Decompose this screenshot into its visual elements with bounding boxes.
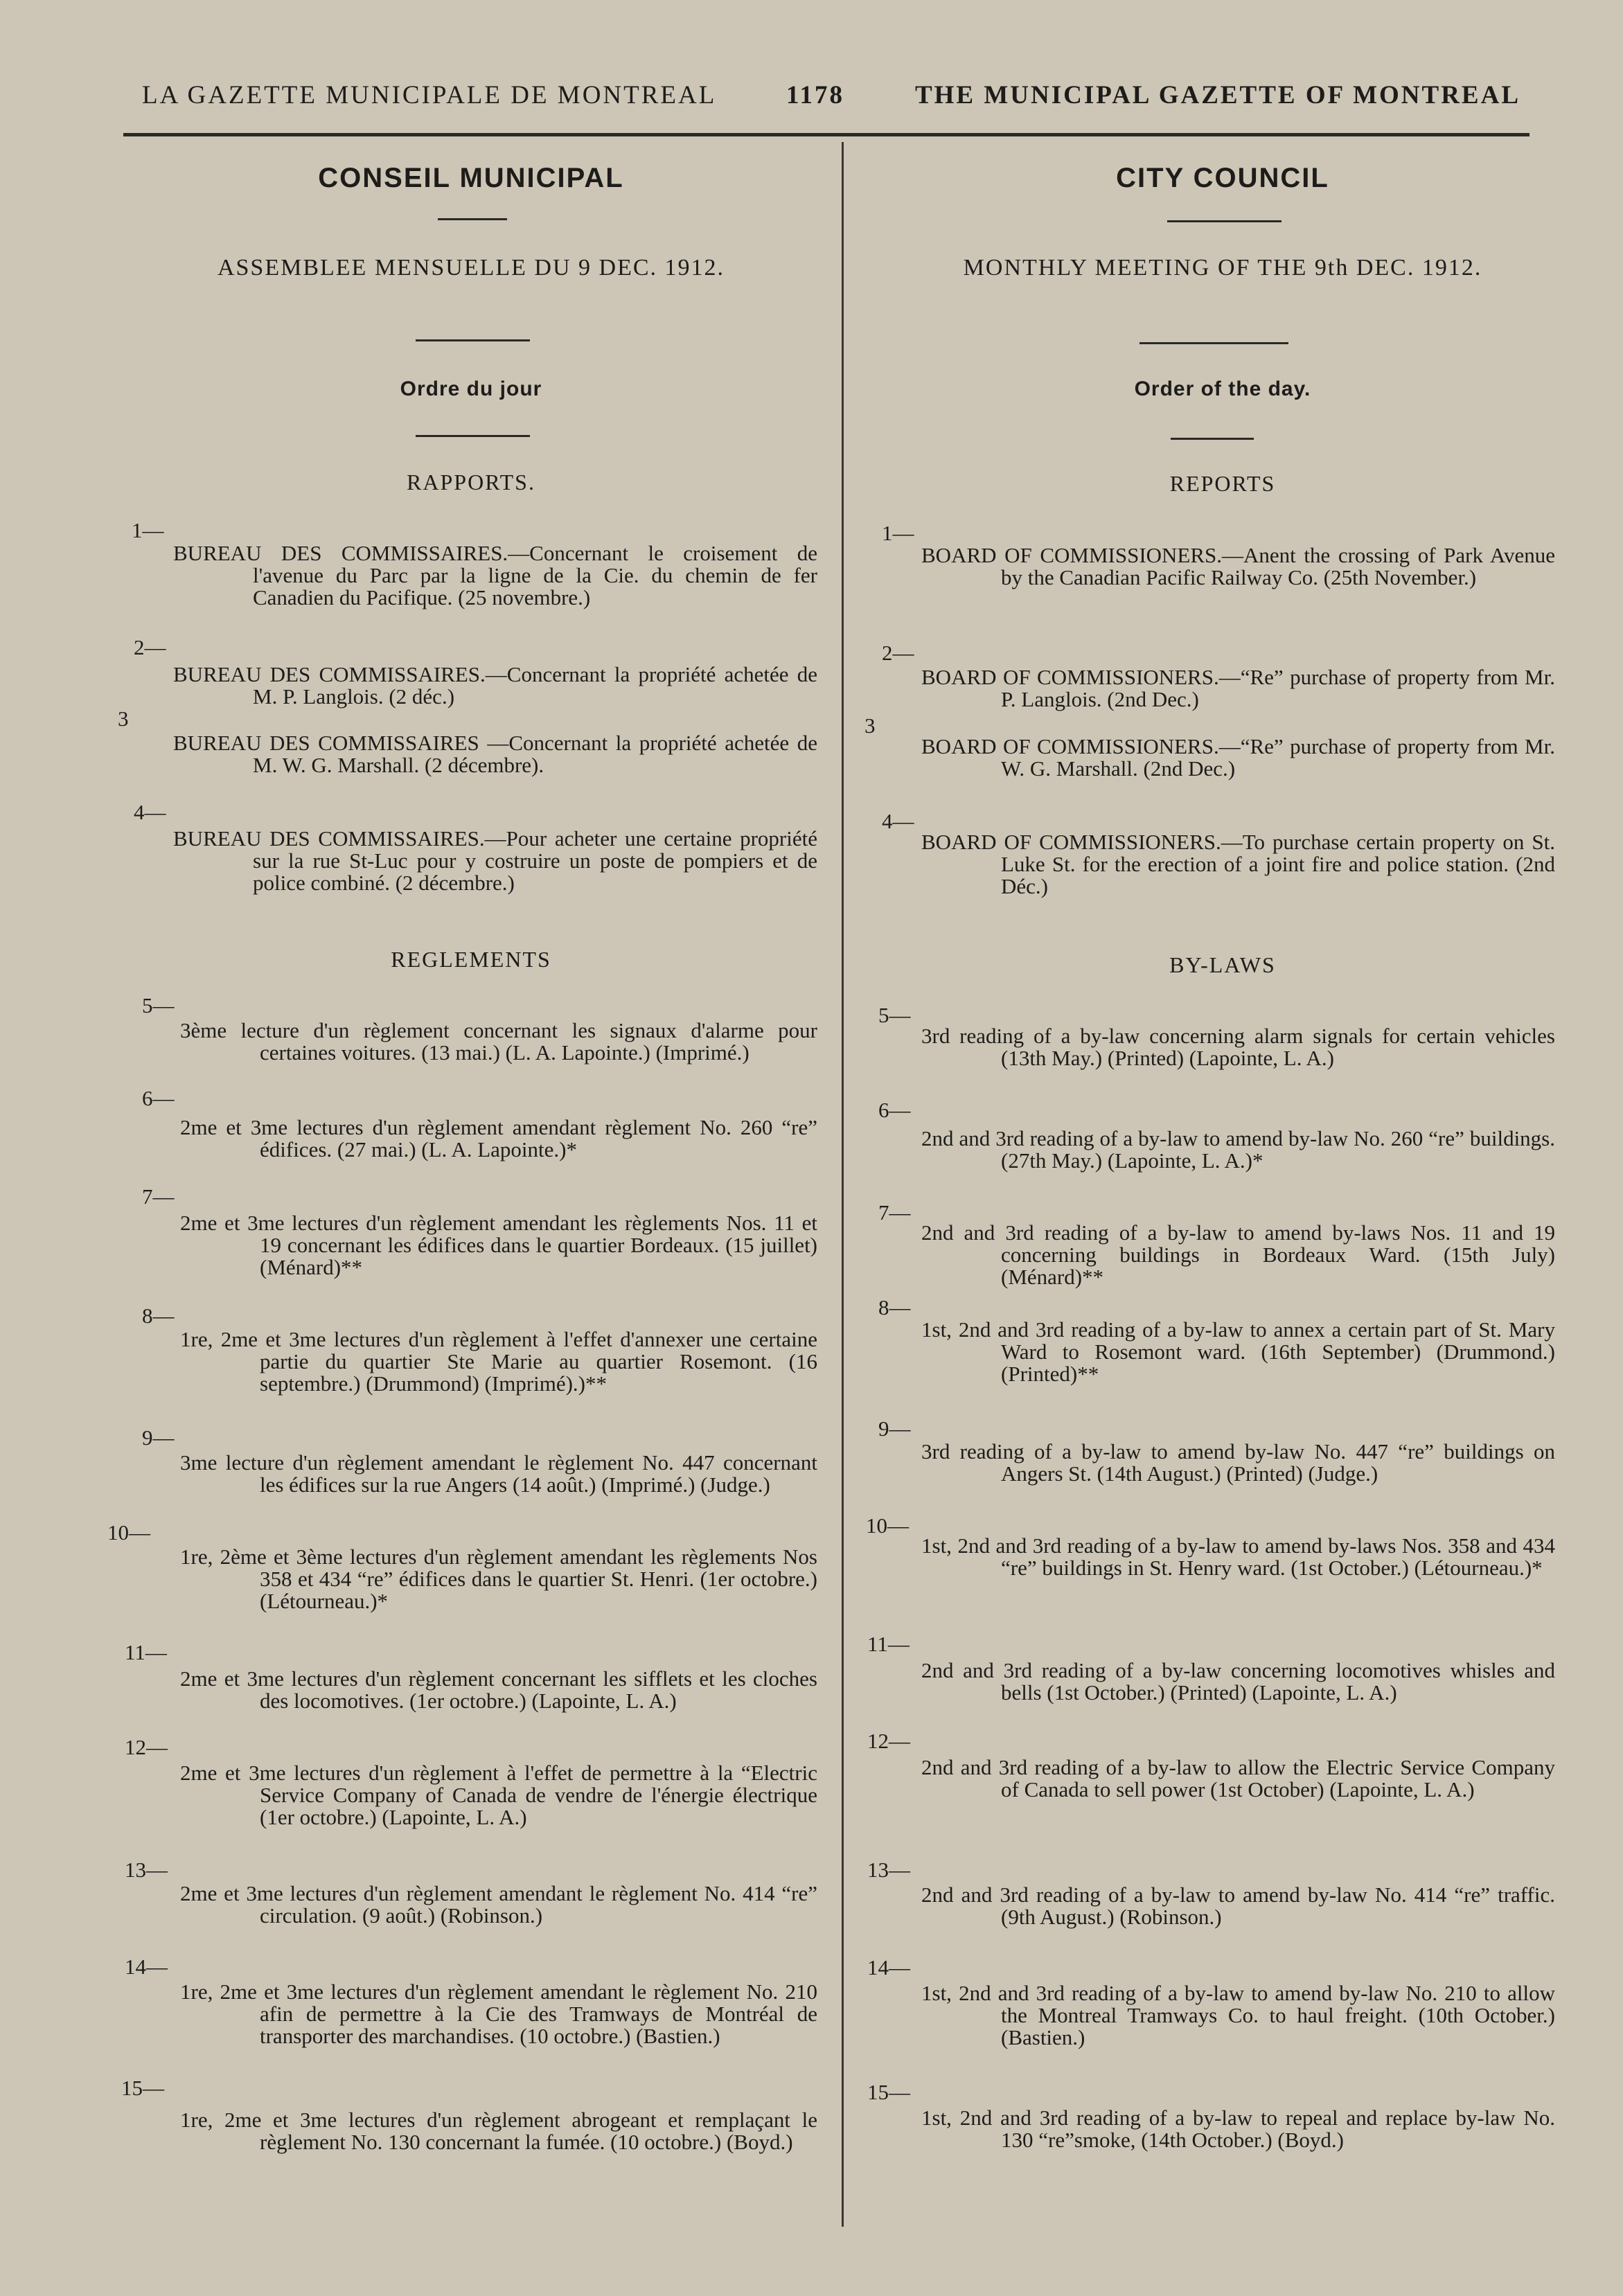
fr-item-text <box>180 1018 817 1065</box>
en-divider <box>1171 438 1254 440</box>
fr-item-number: 7— <box>142 1184 175 1209</box>
fr-item-2-text: BUREAU DES COMMISSAIRES.—Concernant la propriété achetée de M. P. Langlois. (2 déc.) <box>173 662 817 709</box>
fr-item-11-text: 2me et 3me lectures d'un règlement concernant les sifflets et les cloches des locomotives. (1er octobre.) (Lapointe, L. A.) <box>180 1666 817 1713</box>
fr-item-14-text: 1re, 2me et 3me lectures d'un règlement amendant le règlement No. 210 afin de permettre à la Cie des Tramways de Montréal de transporter des marchandises. (10 octobre.) (Bastien.) <box>180 1979 817 2048</box>
en-item-text <box>921 665 1555 711</box>
fr-item-number: 8— <box>142 1303 175 1328</box>
fr-item-9-text: 3me lecture d'un règlement amendant le règlement No. 447 concernant les édifices sur la rue Angers (14 août.) (Imprimé.) (Judge.) <box>180 1450 817 1497</box>
fr-item-3-text: BUREAU DES COMMISSAIRES —Concernant la propriété achetée de M. W. G. Marshall. (2 décembre). <box>173 731 817 777</box>
header-english-title: THE MUNICIPAL GAZETTE OF MONTREAL <box>914 81 1520 109</box>
fr-item-text <box>180 1115 817 1162</box>
page-header <box>142 80 1520 122</box>
en-item-number: 8— <box>878 1295 911 1319</box>
fr-item-8-text: 1re, 2me et 3me lectures d'un règlement à l'effet d'annexer une certaine partie du quartier Ste Marie au quartier Rosemont. (16 septembre.) (Drummond) (Imprimé).)** <box>180 1327 817 1396</box>
en-divider <box>1139 342 1288 344</box>
fr-item-text <box>173 826 817 895</box>
en-item-8-text: 1st, 2nd and 3rd reading of a by-law to annex a certain part of St. Mary Ward to Rosemont ward. (16th September) (Drummond.) (Printed)** <box>921 1317 1555 1386</box>
fr-item-number: 14— <box>125 1955 168 1979</box>
en-item-15-text: 1st, 2nd and 3rd reading of a by-law to repeal and replace by-law No. 130 “re”smoke, (14th October.) (Boyd.) <box>921 2106 1555 2152</box>
fr-item-text <box>173 541 817 609</box>
en-item-7-text: 2nd and 3rd reading of a by-law to amend by-laws Nos. 11 and 19 concerning buildings in Bordeaux Ward. (15th July) (Ménard)** <box>921 1220 1555 1289</box>
en-item-number: 6— <box>878 1098 911 1122</box>
en-item-1-text: BOARD OF COMMISSIONERS.—Anent the crossing of Park Avenue by the Canadian Pacific Railway Co. (25th November.) <box>921 543 1555 589</box>
en-item-text <box>921 1024 1555 1070</box>
fr-item-10-text: 1re, 2ème et 3ème lectures d'un règlement amendant les règlements Nos 358 et 434 “re” édifices dans le quartier St. Henri. (1er octobre.) (Létourneau.)* <box>180 1545 817 1613</box>
fr-item-text <box>180 1327 817 1396</box>
fr-item-number: 10— <box>107 1520 150 1545</box>
fr-order-heading: Ordre du jour <box>400 377 542 400</box>
en-item-4-text: BOARD OF COMMISSIONERS.—To purchase certain property on St. Luke St. for the erection of a joint fire and police station. (2nd Déc.) <box>921 830 1555 898</box>
en-item-14-text: 1st, 2nd and 3rd reading of a by-law to amend by-law No. 210 to allow the Montreal Tramways Co. to haul freight. (10th October.) (Bastien.) <box>921 1981 1555 2049</box>
fr-item-13-text: 2me et 3me lectures d'un règlement amendant le règlement No. 414 “re” circulation. (9 août.) (Robinson.) <box>180 1881 817 1928</box>
fr-meeting-title: ASSEMBLEE MENSUELLE DU 9 DEC. 1912. <box>217 255 725 281</box>
fr-item-text <box>180 1881 817 1928</box>
fr-item-number: 1— <box>132 518 164 542</box>
en-item-text <box>921 1317 1555 1386</box>
en-item-number: 15— <box>867 2080 910 2104</box>
en-item-text <box>921 1126 1555 1173</box>
en-item-text <box>921 1439 1555 1486</box>
en-item-number: 14— <box>867 1955 910 1979</box>
header-french-title: LA GAZETTE MUNICIPALE DE MONTREAL <box>142 81 717 109</box>
en-item-number: 5— <box>878 1003 911 1027</box>
en-item-10-text: 1st, 2nd and 3rd reading of a by-law to amend by-laws Nos. 358 and 434 “re” buildings in St. Henry ward. (1st October.) (Létourneau.)* <box>921 1533 1555 1580</box>
fr-bylaws-heading: REGLEMENTS <box>391 947 551 972</box>
fr-item-number: 4— <box>134 800 166 824</box>
en-item-text <box>921 543 1555 589</box>
fr-section-title: CONSEIL MUNICIPAL <box>318 163 624 193</box>
fr-item-1-text: BUREAU DES COMMISSAIRES.—Concernant le croisement de l'avenue du Parc par la ligne de la Cie. du chemin de fer Canadien du Pacifique. (25 novembre.) <box>173 541 817 609</box>
en-reports-heading: REPORTS <box>1169 471 1276 496</box>
fr-item-number: 15— <box>121 2076 164 2100</box>
en-item-text <box>921 830 1555 898</box>
fr-item-text <box>180 1761 817 1829</box>
en-item-number: 11— <box>867 1632 910 1656</box>
fr-item-text <box>173 662 817 709</box>
fr-item-15-text: 1re, 2me et 3me lectures d'un règlement abrogeant et remplaçant le règlement No. 130 concernant la fumée. (10 octobre.) (Boyd.) <box>180 2108 817 2154</box>
en-item-5-text: 3rd reading of a by-law concerning alarm signals for certain vehicles (13th May.) (Printed) (Lapointe, L. A.) <box>921 1024 1555 1070</box>
en-item-number: 9— <box>878 1416 911 1441</box>
en-item-number: 1— <box>882 521 914 545</box>
en-item-text <box>921 1755 1555 1801</box>
en-item-number: 7— <box>878 1200 911 1225</box>
fr-divider <box>438 218 507 220</box>
en-item-text <box>921 2106 1555 2152</box>
fr-item-text <box>180 1545 817 1613</box>
en-item-text <box>921 1658 1555 1705</box>
header-rule <box>123 133 1529 136</box>
en-item-text <box>921 734 1555 781</box>
en-item-number: 2— <box>882 641 914 665</box>
fr-item-text <box>180 2108 817 2154</box>
page-number: 1178 <box>786 81 844 109</box>
en-item-number: 4— <box>882 809 914 833</box>
en-item-text <box>921 1981 1555 2049</box>
en-item-9-text: 3rd reading of a by-law to amend by-law No. 447 “re” buildings on Angers St. (14th August.) (Printed) (Judge.) <box>921 1439 1555 1486</box>
fr-item-text <box>180 1666 817 1713</box>
fr-item-4-text: BUREAU DES COMMISSAIRES.—Pour acheter une certaine propriété sur la rue St-Luc pour y costruire un poste de pompiers et de police combiné. (2 décembre.) <box>173 826 817 895</box>
fr-divider <box>416 339 530 341</box>
fr-item-number: 5— <box>142 993 175 1017</box>
fr-item-number: 2— <box>134 635 166 659</box>
fr-item-5-text: 3ème lecture d'un règlement concernant les signaux d'alarme pour certaines voitures. (13 mai.) (L. A. Lapointe.) (Imprimé.) <box>180 1018 817 1065</box>
fr-item-number: 9— <box>142 1425 175 1450</box>
en-item-text <box>921 1533 1555 1580</box>
fr-item-7-text: 2me et 3me lectures d'un règlement amendant les règlements Nos. 11 et 19 concernant les édifices dans le quartier Bordeaux. (15 juillet) (Ménard)** <box>180 1211 817 1279</box>
en-item-6-text: 2nd and 3rd reading of a by-law to amend by-law No. 260 “re” buildings. (27th May.) (Lapointe, L. A.)* <box>921 1126 1555 1173</box>
fr-item-12-text: 2me et 3me lectures d'un règlement à l'effet de permettre à la “Electric Service Company of Canada de vendre de l'énergie électrique (1er octobre.) (Lapointe, L. A.) <box>180 1761 817 1829</box>
en-item-11-text: 2nd and 3rd reading of a by-law concerning locomotives whisles and bells (1st October.) (Printed) (Lapointe, L. A.) <box>921 1658 1555 1705</box>
en-item-3-text: BOARD OF COMMISSIONERS.—“Re” purchase of property from Mr. W. G. Marshall. (2nd Dec.) <box>921 734 1555 781</box>
fr-item-number: 13— <box>125 1858 168 1882</box>
en-section-title: CITY COUNCIL <box>1116 163 1329 193</box>
fr-item-text <box>180 1450 817 1497</box>
en-meeting-title: MONTHLY MEETING OF THE 9th DEC. 1912. <box>963 255 1482 281</box>
fr-reports-heading: RAPPORTS. <box>407 470 535 495</box>
en-item-text <box>921 1883 1555 1929</box>
fr-item-number: 6— <box>142 1086 175 1110</box>
en-divider <box>1167 220 1281 222</box>
en-item-number: 13— <box>867 1858 910 1882</box>
fr-item-text <box>173 731 817 777</box>
fr-divider <box>416 435 530 437</box>
en-item-number: 3 <box>864 713 876 738</box>
fr-item-number: 3 <box>118 706 129 731</box>
fr-item-number: 12— <box>125 1735 168 1759</box>
fr-item-number: 11— <box>125 1640 167 1664</box>
en-item-text <box>921 1220 1555 1289</box>
fr-item-text <box>180 1211 817 1279</box>
en-bylaws-heading: BY-LAWS <box>1169 952 1276 977</box>
en-item-number: 10— <box>866 1513 909 1538</box>
fr-item-6-text: 2me et 3me lectures d'un règlement amendant règlement No. 260 “re” édifices. (27 mai.) (L. A. Lapointe.)* <box>180 1115 817 1162</box>
en-order-heading: Order of the day. <box>1134 377 1311 400</box>
fr-item-text <box>180 1979 817 2048</box>
en-item-12-text: 2nd and 3rd reading of a by-law to allow the Electric Service Company of Canada to sell power (1st October) (Lapointe, L. A.) <box>921 1755 1555 1801</box>
en-item-2-text: BOARD OF COMMISSIONERS.—“Re” purchase of property from Mr. P. Langlois. (2nd Dec.) <box>921 665 1555 711</box>
en-item-13-text: 2nd and 3rd reading of a by-law to amend by-law No. 414 “re” traffic. (9th August.) (Robinson.) <box>921 1883 1555 1929</box>
en-item-number: 12— <box>867 1729 910 1753</box>
column-divider <box>842 142 844 2227</box>
